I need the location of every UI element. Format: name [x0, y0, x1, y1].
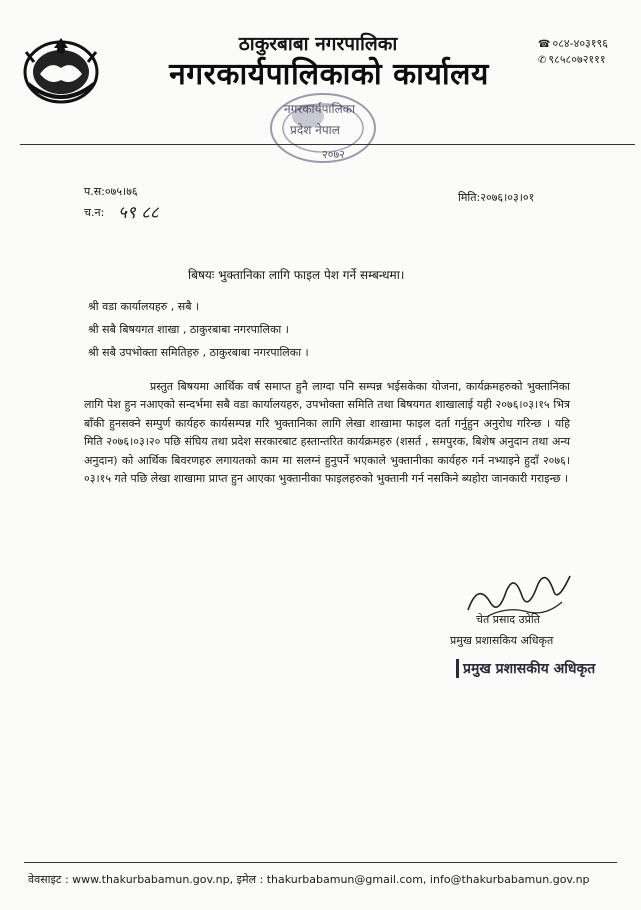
mobile-number: ९८५८०७२१११ [548, 53, 606, 66]
letter-date: मिति:२०७६।०३।०१ [458, 191, 535, 204]
phone-icon: ☎ [538, 39, 551, 50]
mobile-icon: ✆ [538, 55, 547, 66]
footer-divider [24, 862, 617, 863]
dispatch-number-handwritten: ५९ ८८ [118, 203, 159, 223]
office-title: नगरकार्यपालिकाको कार्यालय [169, 57, 489, 92]
addressee-line: श्री सबै उपभोक्ता समितिहरु , ठाकुरबाबा नगरपालिका । [88, 346, 309, 359]
designation-stamp: प्रमुख प्रशासकीय अधिकृत [456, 659, 595, 678]
municipality-name: ठाकुरबाबा नगरपालिका [238, 33, 398, 55]
signer-title: प्रमुख प्रशासकिय अधिकृत [450, 634, 554, 647]
footer-contact: वेवसाइट : www.thakurbabamun.gov.np, इमेल : thakurbabamun@gmail.com, info@thakurbabamun.gov.np [28, 873, 590, 886]
stamp-text: २०७२ [322, 148, 345, 161]
contact-block [538, 36, 608, 68]
header-divider [20, 144, 635, 145]
dispatch-label: च.न: [84, 206, 105, 219]
letter-number: प.स:०७५।७६ [84, 185, 138, 198]
subject-line: बिषयः भुक्तानिका लागि फाइल पेश गर्ने सम्बन्धमा। [188, 268, 405, 282]
stamp-text: प्रदेश नेपाल [290, 123, 340, 137]
addressee-line: श्री सबै बिषयगत शाखा , ठाकुरबाबा नगरपालिका । [88, 323, 289, 336]
letter-body [84, 378, 570, 488]
addressee-line: श्री वडा कार्यालयहरु , सबै । [88, 300, 200, 313]
nepal-emblem-icon [20, 34, 102, 106]
letter-body-text: प्रस्तुत बिषयमा आर्थिक वर्ष समाप्त हुनै लाग्दा पनि सम्पन्न भईसकेका योजना, कार्यक्रमहरुको भुक्तानिका लागि पेश हुन नआएको सन्दर्भमा सबै वडा कार्यालयहरु, उपभोक्ता समिति तथा बिषयगत शाखालाई यही २०७६।०३।१५ भित्र बाँकी हुनसक्ने सम्पुर्ण कार्यहरु कार्यसम्पन्न गरि भुक्तानिका लागि लेखा शाखामा फाइल दर्ता गर्नुहुन अनुरोध गरिन्छ । यहि मिति २०७६।०३।२० पछि संघिय तथा प्रदेश सरकारबाट हस्तान्तरित कार्यक्रमहरु (शसर्त , समपुरक, बिशेष अनुदान तथा अन्य अनुदान) को आर्थिक बिवरणहरु लगायतको काम मा सलग्नं हुनुपर्ने भएकाले भुक्तानीका कार्यहरु गर्न नभ्याइने हुदाँ २०७६।०३।१५ गते पछि लेखा शाखामा प्राप्त हुन आएका भुक्तानीका फाइलहरुको भुक्तानी गर्न नसकिने ब्यहोरा जानकारी गराइन्छ । [84, 380, 570, 486]
stamp-text: नगरकार्यपालिका [284, 102, 356, 116]
phone-number: ०८४-४०३१९६ [552, 37, 608, 50]
signer-name: चेत प्रसाद उप्रेति [476, 613, 541, 626]
